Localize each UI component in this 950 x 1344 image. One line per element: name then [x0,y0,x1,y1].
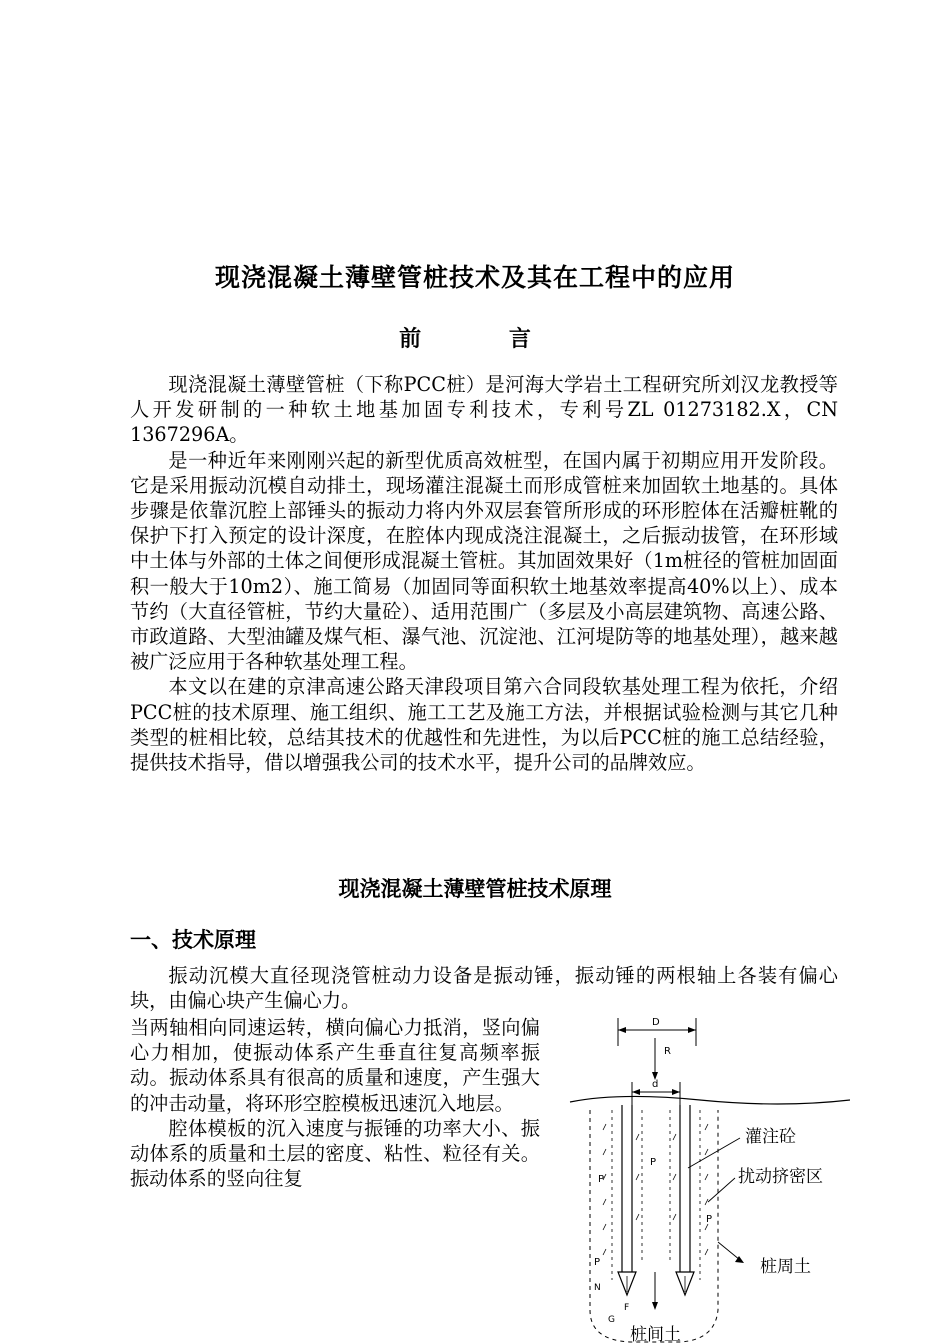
label-n: N [594,1283,601,1293]
principle-left-column [130,1015,540,1191]
preface-paragraph-2: 是一种近年来刚刚兴起的新型优质高效桩型，在国内属于初期应用开发阶段。它是采用振动沉模自动排土，现场灌注混凝土而形成管桩来加固软土地基的。具体步骤是依靠沉腔上部锤头的振动力将内外双层套管所形成的环形腔体在活瓣桩靴的保护下打入预定的设计深度，在腔体内现成浇注混凝土，之后振动拔管，在环形域中土体与外部的土体之间便形成混凝土管桩。其加固效果好（1m桩径的管桩加固面积一般大于10m2）、施工简易（加固同等面积软土地基效率提高40%以上）、成本节约（大直径管桩，节约大量砼）、适用范围广（多层及小高层建筑物、高速公路、市政道路、大型油罐及煤气柜、瀑气池、沉淀池、江河堤防等的地基处理），越来越被广泛应用于各种软基处理工程。 [130,448,838,674]
label-p-right: P [706,1214,713,1225]
preface-body [130,372,838,775]
section-title: 现浇混凝土薄壁管桩技术原理 [338,876,612,901]
callout-between-soil: 桩间土 [630,1325,681,1344]
principle-intro: 振动沉模大直径现浇管桩动力设备是振动锤，振动锤的两根轴上各装有偏心块，由偏心块产生偏心力。 [130,964,838,1013]
label-g: G [608,1315,615,1325]
label-f: F [624,1303,630,1313]
label-p-center: P [650,1157,657,1168]
preface-paragraph-3: 本文以在建的京津高速公路天津段项目第六合同段软基处理工程为依托，介绍PCC桩的技术原理、施工组织、施工工艺及施工方法，并根据试验检测与其它几种类型的桩相比较，总结其技术的优越性和先进性，为以后PCC桩的施工总结经验，提供技术指导，借以增强我公司的技术水平，提升公司的品牌效应。 [130,675,838,775]
label-d-outer: D [652,1017,660,1028]
label-d-inner: d [652,1079,659,1090]
callout-surrounding-soil: 桩周土 [760,1257,811,1277]
preface-paragraph-1: 现浇混凝土薄壁管桩（下称PCC桩）是河海大学岩土工程研究所刘汉龙教授等人开发研制的一种软土地基加固专利技术，专利号ZL 01273182.X，CN 1367296A。 [130,373,838,447]
pile-diagram [560,1010,850,1344]
principle-left-paragraph-2: 腔体模板的沉入速度与振锤的功率大小、振动体系的质量和土层的密度、粘性、粒径有关。振动体系的竖向往复 [130,1116,540,1191]
principle-intro-block [130,963,838,1013]
principle-left-paragraph-1: 当两轴相向同速运转，横向偏心力抵消，竖向偏心力相加，使振动体系产生垂直往复高频率振动。振动体系具有很高的质量和速度，产生强大的冲击动量，将环形空腔模板迅速沉入地层。 [130,1016,540,1115]
preface-heading: 前 言 [399,326,571,352]
callout-disturbed-zone: 扰动挤密区 [738,1167,823,1187]
document-title: 现浇混凝土薄壁管桩技术及其在工程中的应用 [214,263,735,292]
callout-concrete: 灌注砼 [745,1127,796,1147]
label-r: R [664,1046,671,1057]
label-p-left: P [598,1174,605,1185]
subsection-title: 一、技术原理 [130,927,256,952]
label-p-lower: P [594,1257,601,1268]
